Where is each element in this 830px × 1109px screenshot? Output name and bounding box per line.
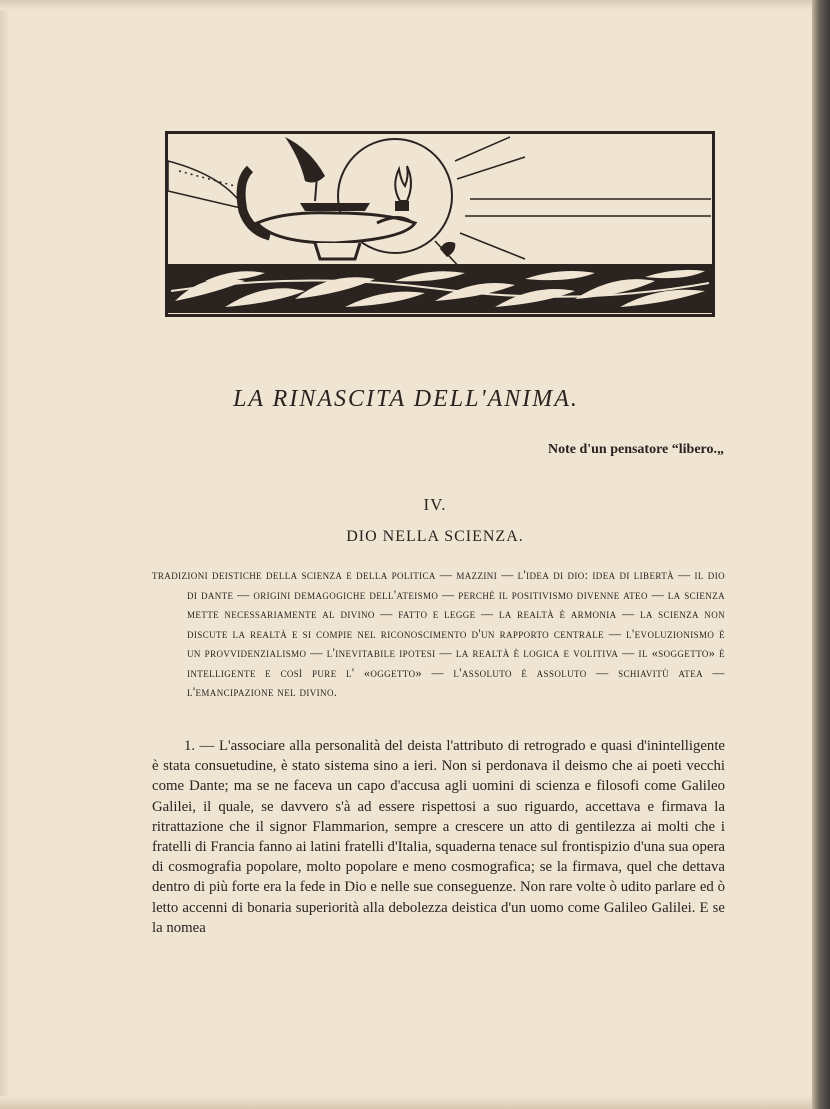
oil-lamp-banner	[165, 131, 715, 317]
paragraph-number: 1.	[184, 738, 196, 754]
page-top-edge	[0, 0, 812, 10]
section-number: IV.	[423, 495, 447, 514]
flame	[395, 166, 411, 211]
paragraph-text: — L'associare alla personalità del deista l'attributo di retrogrado e quasi d'inintelligente è stata consuetudine, è stato sistema sino a ieri. Non si perdonava il deismo che ai poeti vecchi come Dante; ma se ne faceva un capo d'accusa agli uomini di scienza e filosofi come Galileo Galilei, il quale, se davvero s'à ad essere rispettosi a suo riguardo, accettava e firmava la ritrattazione che il signor Flammarion, sempre a crescere un atto di gentilezza ai molti che i fratelli di Francia fanno ai latini fratelli d'Italia, squaderna tenace sul frontispizio d'una sua opera di cosmografia popolare, molto popolare e meno cosmografica; se la firmava, quel che dettava dentro di più forte era la fede in Dio e nelle sue conseguenze. Non rare volte ò udito parlare ed ò letto accenni di bonaria superiorità alla debolezza deistica d'un uomo come Galileo Galilei. E se la nomea	[152, 738, 726, 936]
section-summary: tradizioni deistiche della scienza e della politica — mazzini — l'idea di dio: idea di libertà — il dio di dante — origini demagogiche dell'ateismo — perchè il positivismo divenne ateo — la scienza mette necessariamente al divino — fatto e legge — la realtà è armonia — la scienza non discute la realtà e si compie nel riconoscimento d'un rapporto centrale — l'evoluzionismo è un provvidenzialismo — l'inevitabile ipotesi — la realtà è logica e volitiva — il «soggetto» è intelligente e così pure l' «oggetto» — l'assoluto è assoluto — schiavitù atea — l'emancipazione nel divino.	[152, 568, 725, 699]
body-paragraph	[152, 736, 725, 938]
light-rays	[435, 137, 711, 271]
page-left-shadow	[0, 0, 10, 1109]
page-bottom-edge	[0, 1096, 812, 1109]
laurel-garland	[168, 264, 712, 313]
section-title: DIO NELLA SCIENZA.	[346, 528, 524, 545]
article-title: LA RINASCITA DELL'ANIMA.	[233, 386, 579, 412]
page-binding-edge	[812, 0, 830, 1109]
article-subtitle: Note d'un pensatore “libero.„	[547, 442, 724, 457]
